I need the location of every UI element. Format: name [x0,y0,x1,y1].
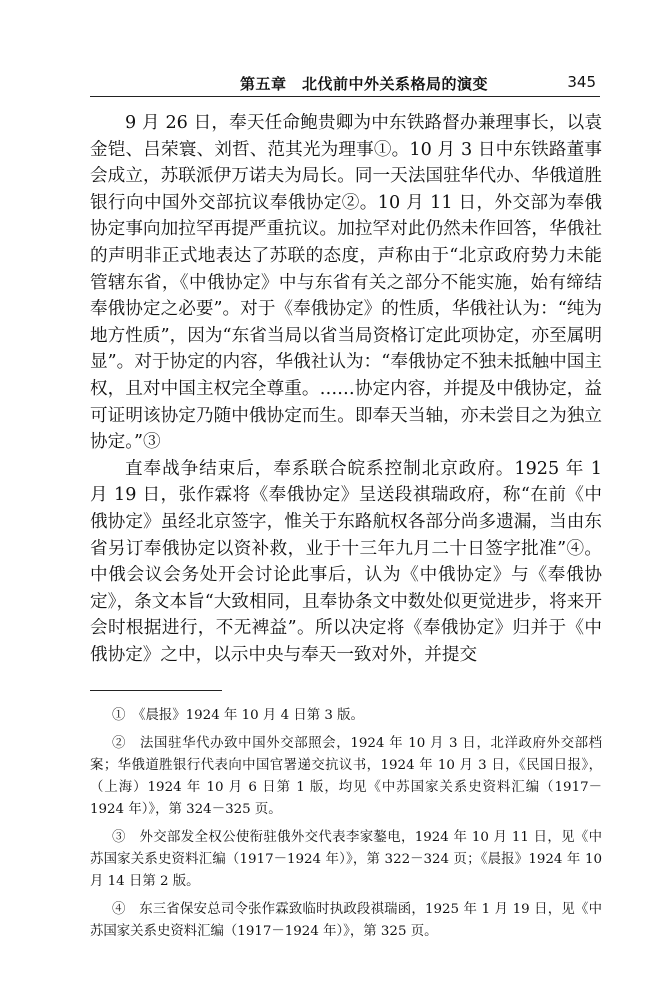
footnote: ② 法国驻华代办致中国外交部照会，1924 年 10 月 3 日，北洋政府外交部档案；华俄道胜银行代表向中国官署递交抗议书，1924 年 10 月 3 日，《民国日报》，（上海）1924 年 10 月 6 日第 1 版，均见《中苏国家关系史资料汇编（1917－1924 年）》，第 324－325 页。 [90,736,602,817]
running-header [90,71,600,95]
header-divider [90,96,600,97]
chapter-title: 第五章 北伐前中外关系格局的演变 [240,75,489,93]
paragraph: 9 月 26 日，奉天任命鲍贵卿为中东铁路督办兼理事长，以袁金铠、吕荣寰、刘哲、范其光为理事①。10 月 3 日中东铁路董事会成立，苏联派伊万诺夫为局长。同一天法国驻华代办、华俄道胜银行向中国外交部抗议奉俄协定②。10 月 11 日，外交部为奉俄协定事向加拉罕再提严重抗议。加拉罕对此仍然未作回答，华俄社的声明非正式地表达了苏联的态度，声称由于“北京政府势力未能管辖东省，《中俄协定》中与东省有关之部分不能实施，始有缔结奉俄协定之必要”。对于《奉俄协定》的性质，华俄社认为：“纯为地方性质”，因为“东省当局以省当局资格订定此项协定，亦至属明显”。对于协定的内容，华俄社认为：“奉俄协定不独未抵触中国主权，且对中国主权完全尊重。……协定内容，并提及中俄协定，益可证明该协定乃随中俄协定而生。即奉天当轴，亦未尝目之为独立协定。”③ [90,113,602,453]
footnotes [90,705,602,949]
footnote: ① 《晨报》1924 年 10 月 4 日第 3 版。 [112,708,364,723]
footnote: ③ 外交部发全权公使衔驻俄外交代表李家鏊电，1924 年 10 月 11 日，见《中苏国家关系史资料汇编（1917－1924 年）》，第 322－324 页；《晨报》1924 年 10 月 14 日第 2 版。 [90,830,602,889]
footnote-divider [90,690,222,691]
paragraph: 直奉战争结束后，奉系联合皖系控制北京政府。1925 年 1 月 19 日，张作霖将《奉俄协定》呈送段祺瑞政府，称“在前《中俄协定》虽经北京签字，惟关于东路航权各部分尚多遗漏，当由东省另订奉俄协定以资补救，业于十三年九月二十日签字批准”④。中俄会议会务处开会讨论此事后，认为《中俄协定》与《奉俄协定》，条文本旨“大致相同，且奉协条文中数处似更觉进步，将来开会时根据进行，不无裨益”。所以决定将《奉俄协定》归并于《中俄协定》之中，以示中央与奉天一致对外，并提交 [90,458,602,665]
main-text [90,110,602,668]
page-number: 345 [567,73,596,91]
footnote: ④ 东三省保安总司令张作霖致临时执政段祺瑞函，1925 年 1 月 19 日，见《中苏国家关系史资料汇编（1917－1924 年）》，第 325 页。 [90,902,602,939]
